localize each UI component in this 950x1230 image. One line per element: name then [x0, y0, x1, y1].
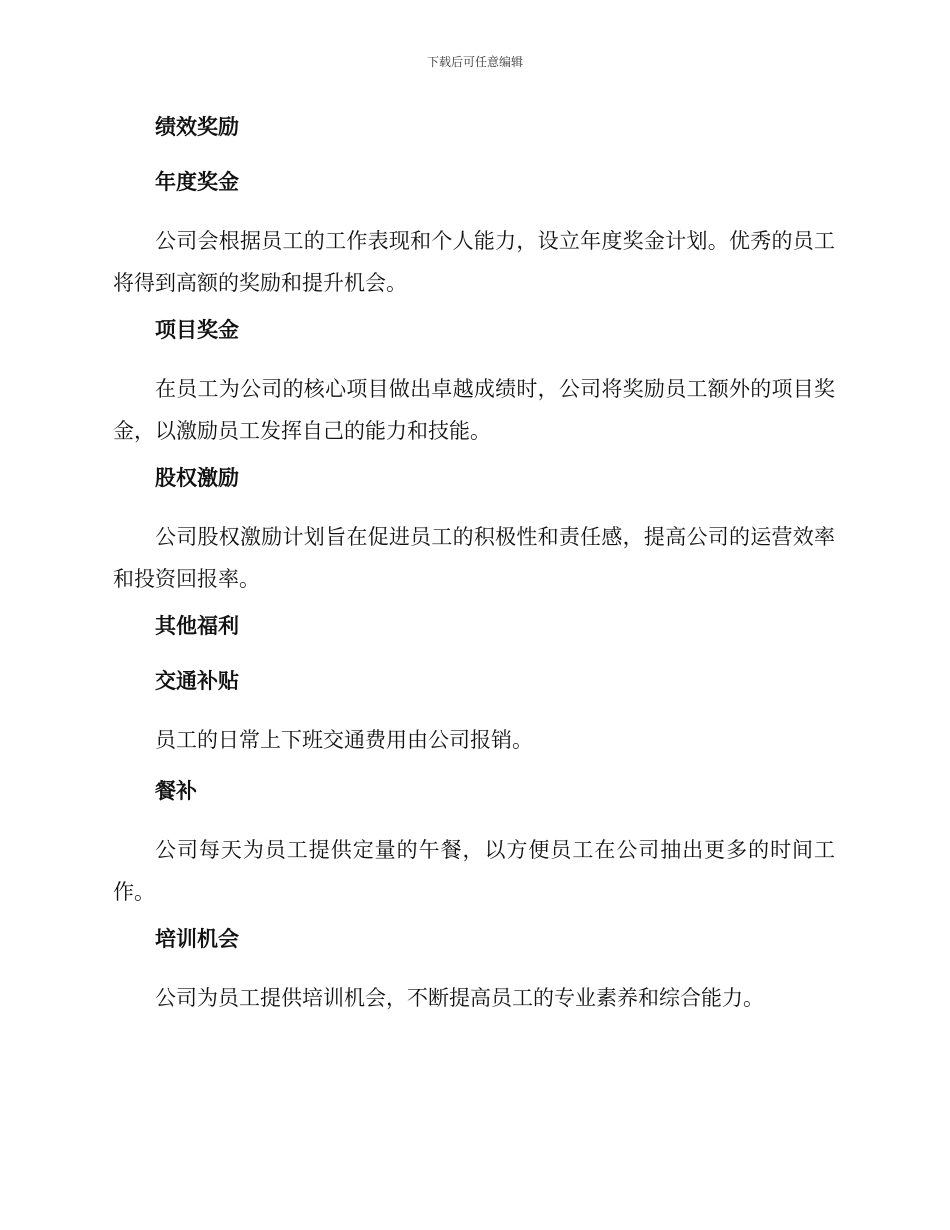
paragraph-project-bonus: 在员工为公司的核心项目做出卓越成绩时，公司将奖励员工额外的项目奖金，以激励员工发挥自己的能力和技能。: [113, 377, 835, 443]
heading-transport-allowance: 交通补贴: [155, 669, 239, 693]
heading-other-benefits: 其他福利: [155, 614, 239, 638]
paragraph-transport-allowance: 员工的日常上下班交通费用由公司报销。: [155, 728, 533, 752]
heading-performance-rewards: 绩效奖励: [155, 115, 239, 139]
heading-annual-bonus: 年度奖金: [155, 170, 239, 194]
paragraph-meal-allowance: 公司每天为员工提供定量的午餐，以方便员工在公司抽出更多的时间工作。: [113, 838, 835, 904]
heading-project-bonus: 项目奖金: [155, 318, 239, 342]
paragraph-training-opportunities: 公司为员工提供培训机会，不断提高员工的专业素养和综合能力。: [155, 986, 764, 1010]
page-header-note: 下载后可任意编辑: [426, 55, 523, 69]
heading-training-opportunities: 培训机会: [155, 927, 239, 951]
paragraph-equity-incentive: 公司股权激励计划旨在促进员工的积极性和责任感，提高公司的运营效率和投资回报率。: [113, 525, 835, 591]
heading-meal-allowance: 餐补: [155, 779, 197, 803]
heading-equity-incentive: 股权激励: [155, 466, 239, 490]
document-body: [113, 110, 835, 1028]
paragraph-annual-bonus: 公司会根据员工的工作表现和个人能力，设立年度奖金计划。优秀的员工将得到高额的奖励和提升机会。: [113, 229, 835, 295]
